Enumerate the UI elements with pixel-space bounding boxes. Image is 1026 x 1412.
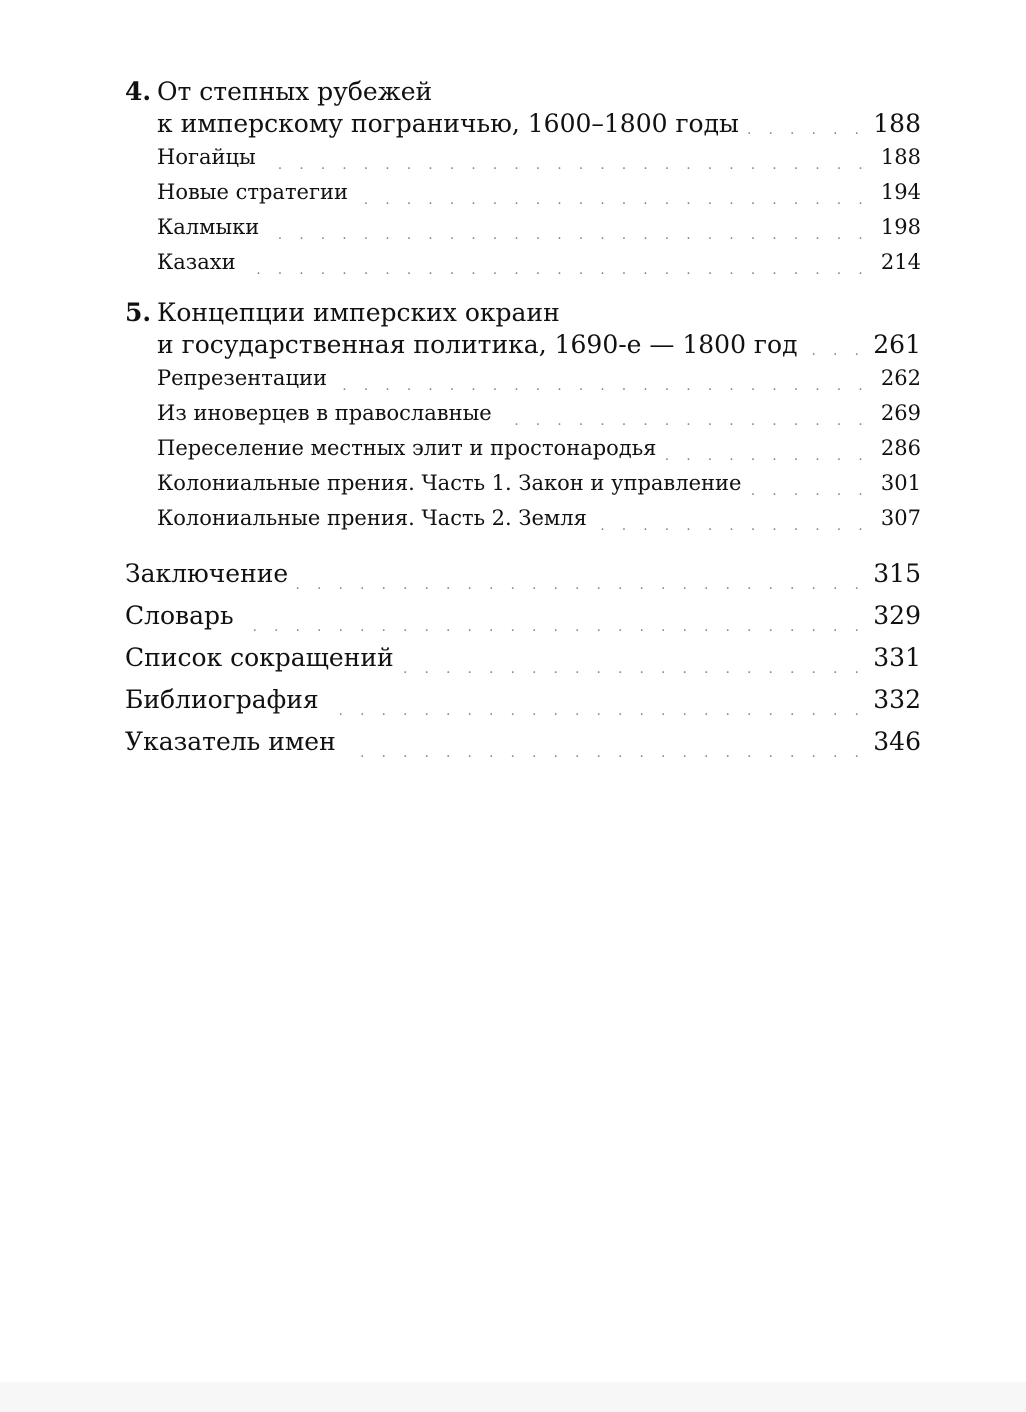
dot-leader — [745, 108, 865, 140]
section-entry — [125, 361, 921, 396]
chapter-title-line1: Концепции имперских окраин — [157, 298, 560, 327]
section-label: Калмыки — [157, 210, 265, 245]
page-number: 269 — [869, 396, 921, 431]
section-label: Казахи — [157, 245, 242, 280]
back-matter-entry — [125, 595, 921, 637]
section-entry — [125, 245, 921, 280]
section-label: Колониальные прения. Часть 1. Закон и управление — [157, 466, 747, 501]
entry-label: Список сокращений — [125, 637, 400, 679]
section-label: Переселение местных элит и простонародья — [157, 431, 662, 466]
entry-label: Указатель имен — [125, 721, 342, 763]
dot-leader — [803, 329, 865, 361]
dot-leader — [325, 679, 866, 721]
section-entry — [125, 466, 921, 501]
dot-leader — [400, 637, 866, 679]
table-of-contents — [125, 76, 921, 763]
page-number: 262 — [869, 361, 921, 396]
entry-label: Словарь — [125, 595, 240, 637]
section-label: Новые стратегии — [157, 175, 354, 210]
section-entry — [125, 140, 921, 175]
page-number: 301 — [869, 466, 921, 501]
back-matter — [125, 553, 921, 763]
section-entry — [125, 501, 921, 536]
chapter-title-line2: и государственная политика, 1690-е — 1800 год — [157, 329, 803, 361]
chapter-4 — [125, 76, 921, 280]
page-number: 307 — [869, 501, 921, 536]
dot-leader — [240, 595, 866, 637]
dot-leader — [262, 140, 869, 175]
chapter-title-entry — [125, 329, 921, 361]
entry-label: Заключение — [125, 553, 294, 595]
section-label: Ногайцы — [157, 140, 262, 175]
chapter-title-line1: От степных рубежей — [157, 77, 433, 106]
entry-label: Библиография — [125, 679, 325, 721]
page-number: 188 — [865, 108, 921, 140]
chapter-title — [125, 297, 921, 329]
chapter-title-entry — [125, 108, 921, 140]
page-number: 194 — [869, 175, 921, 210]
section-label: Репрезентации — [157, 361, 333, 396]
section-label: Колониальные прения. Часть 2. Земля — [157, 501, 593, 536]
dot-leader — [498, 396, 869, 431]
dot-leader — [342, 721, 866, 763]
page-number: 214 — [869, 245, 921, 280]
page-number: 329 — [865, 595, 921, 637]
page-number: 188 — [869, 140, 921, 175]
dot-leader — [265, 210, 869, 245]
chapter-number: 4. — [125, 77, 152, 106]
dot-leader — [747, 466, 869, 501]
chapter-number: 5. — [125, 298, 152, 327]
back-matter-entry — [125, 637, 921, 679]
page-number: 261 — [865, 329, 921, 361]
page-bottom-edge — [0, 1382, 1026, 1412]
section-entry — [125, 175, 921, 210]
section-label: Из иноверцев в православные — [157, 396, 498, 431]
page-number: 286 — [869, 431, 921, 466]
dot-leader — [333, 361, 869, 396]
back-matter-entry — [125, 679, 921, 721]
section-entry — [125, 210, 921, 245]
page-number: 332 — [865, 679, 921, 721]
chapter-title-line2: к имперскому пограничью, 1600–1800 годы — [157, 108, 745, 140]
section-entry — [125, 396, 921, 431]
page-number: 198 — [869, 210, 921, 245]
back-matter-entry — [125, 721, 921, 763]
dot-leader — [354, 175, 869, 210]
section-entry — [125, 431, 921, 466]
back-matter-entry — [125, 553, 921, 595]
chapter-5 — [125, 297, 921, 536]
page-number: 331 — [865, 637, 921, 679]
dot-leader — [593, 501, 869, 536]
chapter-title — [125, 76, 921, 108]
dot-leader — [242, 245, 869, 280]
page-number: 346 — [865, 721, 921, 763]
dot-leader — [662, 431, 869, 466]
page-number: 315 — [865, 553, 921, 595]
dot-leader — [294, 553, 865, 595]
